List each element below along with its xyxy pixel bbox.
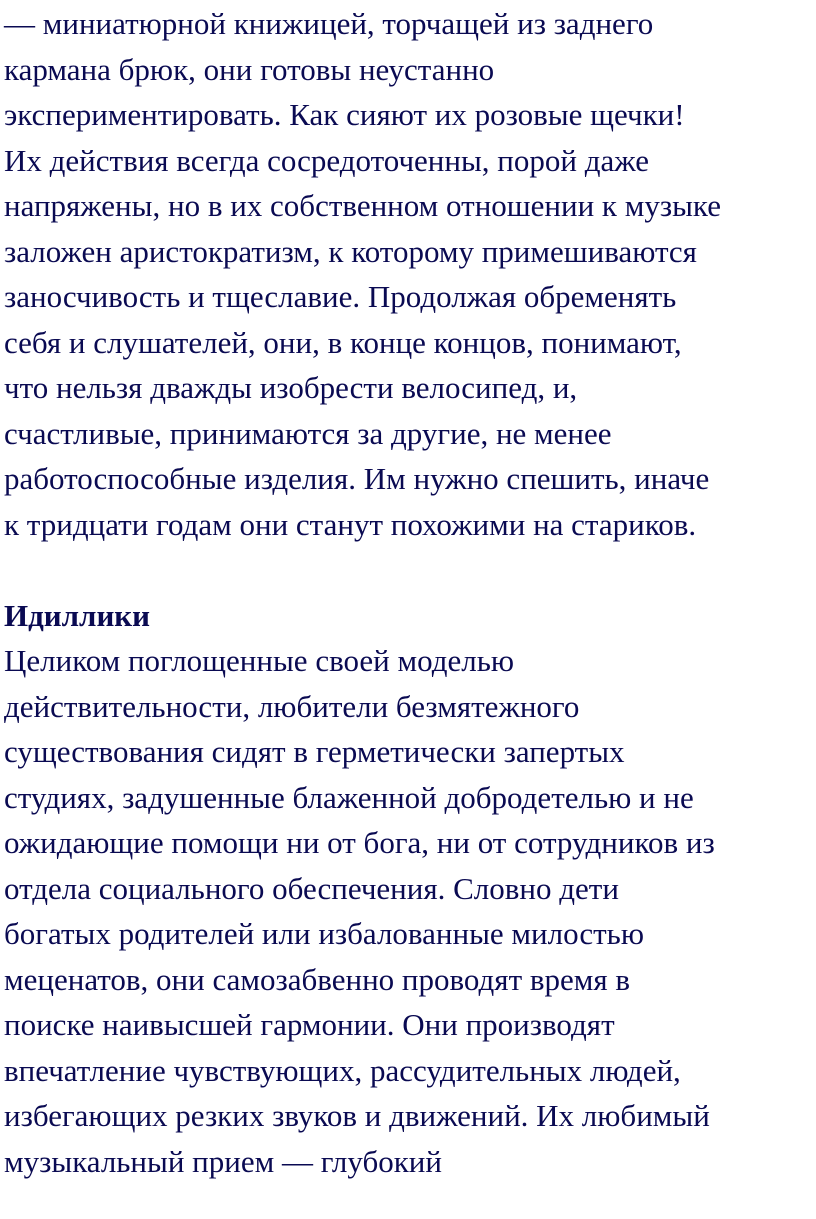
text-line: счастливые, принимаются за другие, не менее (4, 415, 612, 451)
text-line: отдела социального обеспечения. Словно дети (4, 870, 619, 906)
text-line: богатых родителей или избалованные милостью (4, 916, 644, 951)
text-line: впечатление чувствующих, рассудительных людей, (4, 1052, 681, 1088)
text-line: избегающих резких звуков и движений. Их любимый (4, 1098, 710, 1133)
section-heading: Идиллики (4, 597, 151, 633)
text-line: кармана брюк, они готовы неустанно (4, 51, 495, 87)
text-line: поиске наивысшей гармонии. Они производят (4, 1007, 615, 1042)
text-line: работоспособные изделия. Им нужно спешить, иначе (4, 461, 710, 496)
paragraph-spacer (4, 547, 814, 593)
text-line: что нельзя дважды изобрести велосипед, и, (4, 370, 578, 405)
text-line: меценатов, они самозабвенно проводят время в (4, 961, 631, 997)
text-line: себя и слушателей, они, в конце концов, понимают, (4, 324, 682, 360)
text-line: заносчивость и тщеславие. Продолжая обременять (4, 279, 677, 314)
text-line: экспериментировать. Как сияют их розовые щечки! (4, 97, 685, 132)
text-line: Их действия всегда сосредоточенны, порой даже (4, 142, 650, 178)
text-line: напряжены, но в их собственном отношении к музыке (4, 188, 721, 223)
text-line: — миниатюрной книжицей, торчащей из заднего (4, 6, 654, 41)
text-line: к тридцати годам они станут похожими на стариков. (4, 506, 697, 542)
text-line: студиях, задушенные блаженной добродетелью и не (4, 779, 694, 815)
paragraph-1 (4, 1, 814, 547)
paragraph-2 (4, 638, 814, 1184)
text-line: действительности, любители безмятежного (4, 688, 580, 724)
text-line: существования сидят в герметически запертых (4, 734, 625, 769)
text-line: заложен аристократизм, к которому примешиваются (4, 233, 697, 269)
text-line: музыкальный прием — глубокий (4, 1143, 442, 1179)
text-line: Целиком поглощенные своей моделью (4, 643, 515, 678)
text-line: ожидающие помощи ни от бога, ни от сотрудников из (4, 825, 715, 860)
